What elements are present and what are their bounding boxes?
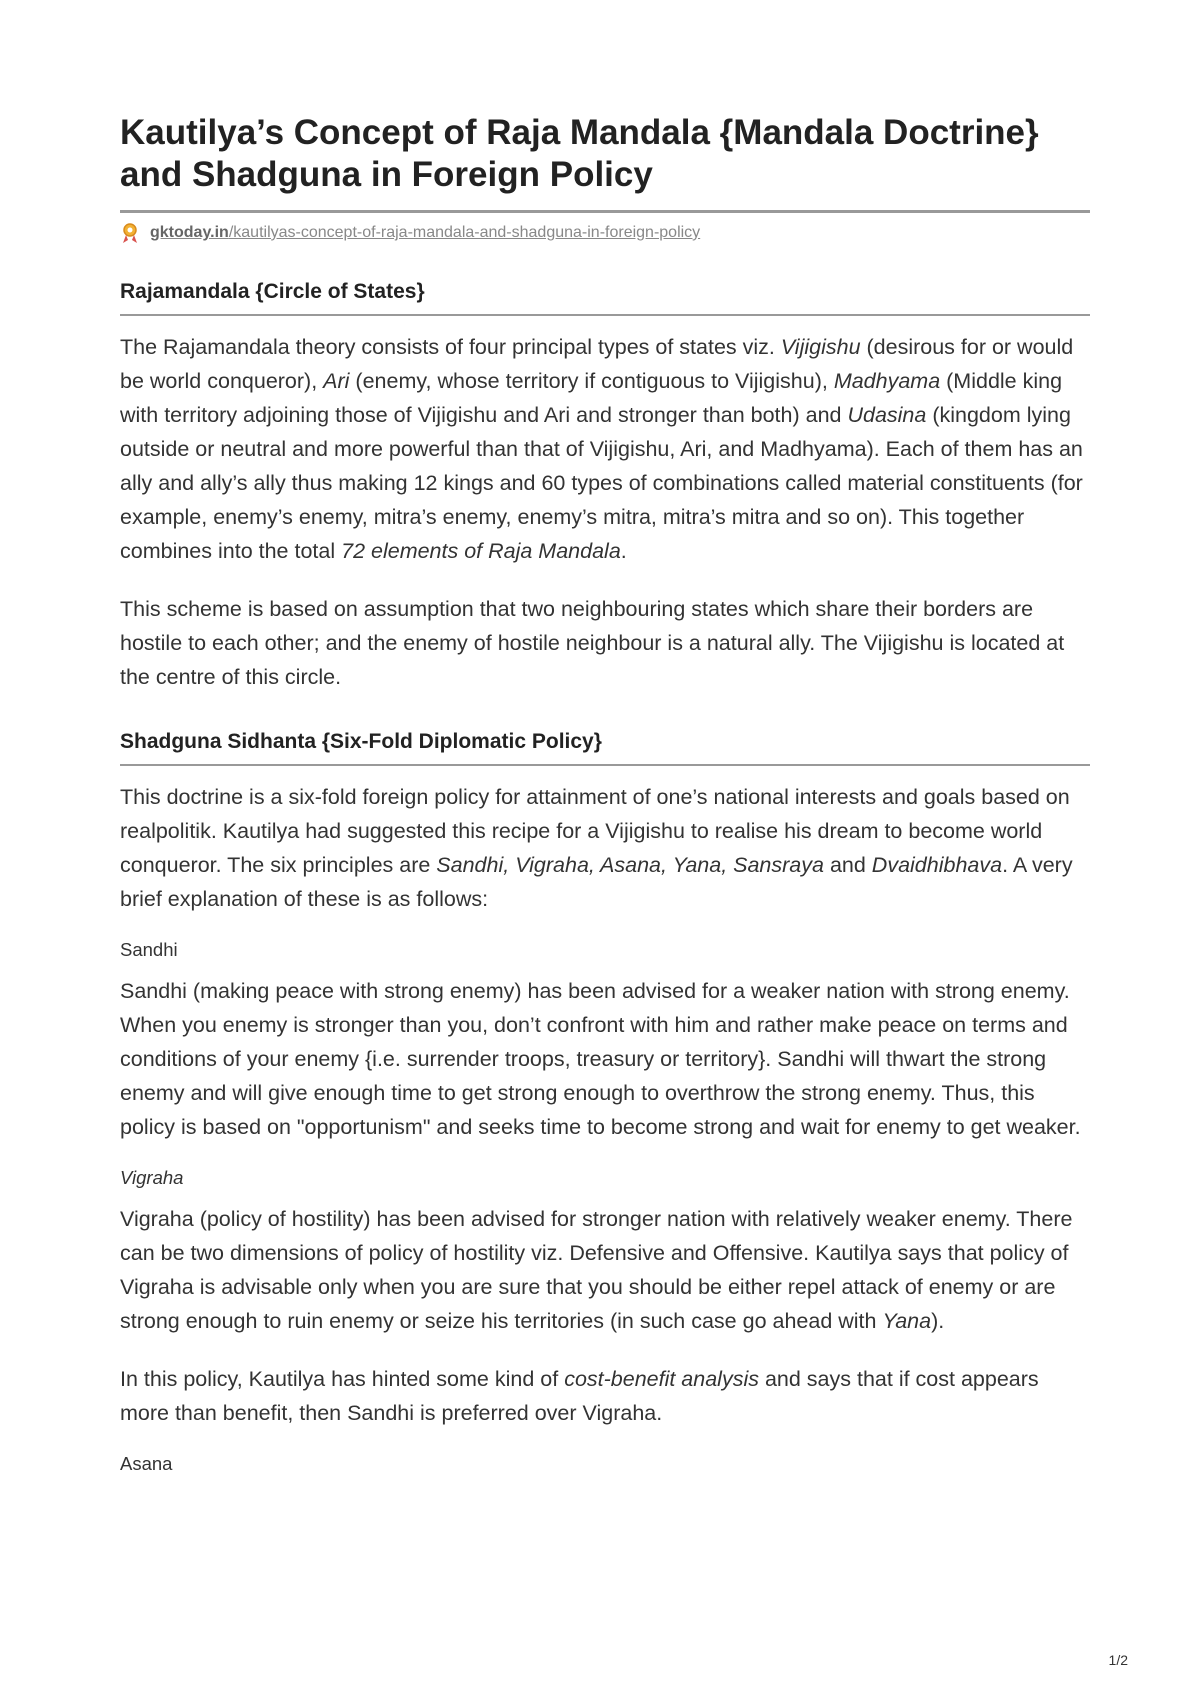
term-six-principles: Sandhi, Vigraha, Asana, Yana, Sansraya [436,853,824,877]
text-run: (enemy, whose territory if contiguous to Vijigishu), [349,369,834,393]
paragraph-vigraha [120,1202,1090,1338]
text-run: and [823,853,872,877]
section-heading-rajamandala: Rajamandala {Circle of States} [120,278,1090,316]
paragraph-sandhi: Sandhi (making peace with strong enemy) has been advised for a weaker nation with strong enemy. When you enemy is stronger than you, don’t confront with him and rather make peace on terms and conditions of your enemy {i.e. surrender troops, treasury or territory}. Sandhi will thwart the strong enemy and will give enough time to get strong enough to overthrow the strong enemy. Thus, this policy is based on "opportunism" and seeks time to become strong and wait for enemy to get weaker. [120,979,1081,1139]
location-pin-icon [120,222,140,244]
subheading-asana: Asana [120,1453,173,1474]
text-run: In this policy, Kautilya has hinted some kind of [120,1367,565,1391]
paragraph-cost-benefit [120,1362,1090,1430]
text-run: and says that if cost appears more than benefit, then Sandhi is preferred over Vigraha. [120,1367,1039,1425]
title-divider [120,210,1090,213]
term-cost-benefit: cost-benefit analysis [564,1367,759,1391]
text-run: The Rajamandala theory consists of four principal types of states viz. [120,335,781,359]
article [120,112,1090,1478]
term-madhyama: Madhyama [833,369,941,393]
paragraph-scheme-assumption: This scheme is based on assumption that two neighbouring states which share their borders are hostile to each other; and the enemy of hostile neighbour is a natural ally. The Vijigishu is located at the centre of this circle. [120,597,1065,689]
term-72-elements: 72 elements of Raja Mandala [341,539,621,563]
text-run: Vigraha (policy of hostility) has been advised for stronger nation with relatively weaker enemy. There can be two dimensions of policy of hostility viz. Defensive and Offensive. Kautilya says that policy of Vigraha is advisable only when you are sure that you should be either repel attack of enemy or are strong enough to ruin enemy or seize his territories (in such case go ahead with [120,1207,1073,1333]
source-link[interactable] [150,224,700,242]
text-run: This doctrine is a six-fold foreign policy for attainment of one’s national interests and goals based on realpolitik. Kautilya had suggested this recipe for a Vijigishu to realise his dream to become world conqueror. The six principles are [120,785,1070,877]
paragraph-shadguna-intro [120,780,1090,916]
page-number: 1/2 [1108,1652,1128,1668]
section-heading-shadguna: Shadguna Sidhanta {Six-Fold Diplomatic Policy} [120,728,1090,766]
source-line [120,222,1090,244]
text-run: (kingdom lying outside or neutral and more powerful than that of Vijigishu, Ari, and Madhyama). Each of them has an ally and ally’s ally thus making 12 kings and 60 types of combinations called material constituents (for example, enemy’s enemy, mitra’s enemy, enemy’s mitra, mitra’s mitra and so on). This together combines into the total [120,403,1083,563]
paragraph-rajamandala-theory [120,330,1090,568]
text-run: . [620,539,627,563]
page-title [120,112,1090,196]
source-path: /kautilyas-concept-of-raja-mandala-and-shadguna-in-foreign-policy [228,224,701,241]
term-yana: Yana [882,1309,932,1333]
term-vijigishu: Vijigishu [780,335,861,359]
text-run: (Middle king with territory adjoining those of Vijigishu and Ari and stronger than both) and [120,369,1063,427]
term-udasina: Udasina [847,403,927,427]
term-ari: Ari [323,369,350,393]
text-run: . A very brief explanation of these is as follows: [120,853,1073,911]
title-line-2: and Shadguna in Foreign Policy [120,155,653,194]
subheading-sandhi: Sandhi [120,939,178,960]
source-domain: gktoday.in [150,224,229,241]
title-line-1: Kautilya’s Concept of Raja Mandala {Mandala Doctrine} [120,113,1039,152]
term-dvaidhibhava: Dvaidhibhava [871,853,1003,877]
text-run: (desirous for or would be world conqueror), [120,335,1074,393]
subheading-vigraha: Vigraha [120,1167,184,1188]
text-run: ). [931,1309,945,1333]
